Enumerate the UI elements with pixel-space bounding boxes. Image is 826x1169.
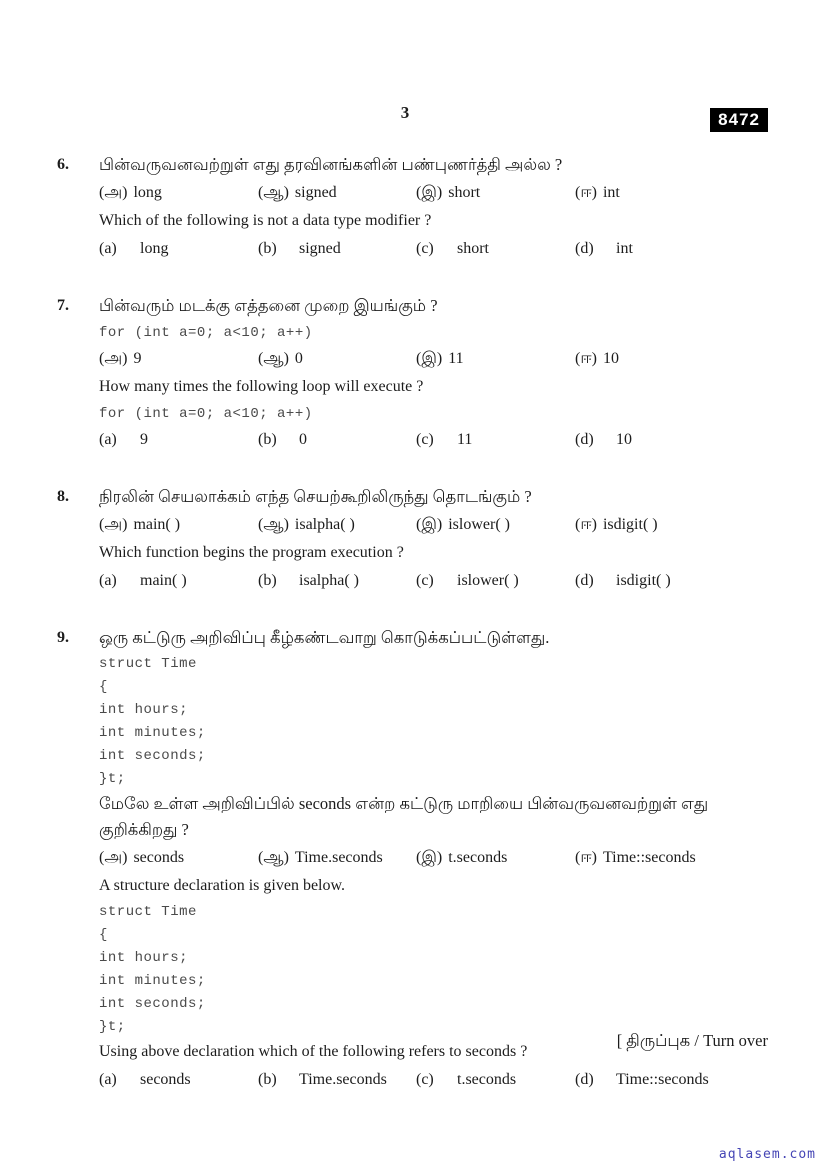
option bbox=[416, 1067, 575, 1093]
option-value: int bbox=[616, 240, 633, 257]
option-value: int bbox=[602, 184, 620, 201]
option-value: Time.seconds bbox=[299, 1071, 387, 1088]
option-value: 11 bbox=[448, 350, 464, 367]
option-value: isdigit( ) bbox=[602, 516, 658, 533]
option bbox=[575, 427, 768, 453]
question-6 bbox=[57, 152, 768, 264]
option bbox=[416, 427, 575, 453]
option bbox=[99, 845, 258, 871]
option-label: (d) bbox=[575, 240, 594, 257]
turn-over-note: [ திருப்புக / Turn over bbox=[616, 1031, 768, 1050]
option-label: (அ) bbox=[99, 516, 128, 533]
option-label: (c) bbox=[416, 431, 434, 448]
question-number: 6. bbox=[57, 156, 69, 173]
option-label: (c) bbox=[416, 1071, 434, 1088]
option-value: 0 bbox=[299, 431, 307, 448]
option-value: isalpha( ) bbox=[294, 516, 355, 533]
option bbox=[416, 845, 575, 871]
option bbox=[416, 346, 575, 372]
code-line: { bbox=[99, 927, 108, 943]
code-line: { bbox=[99, 679, 108, 695]
code-block bbox=[99, 901, 768, 1039]
option bbox=[575, 845, 768, 871]
option bbox=[99, 346, 258, 372]
code-block bbox=[99, 653, 768, 791]
option-label: (ஈ) bbox=[575, 184, 597, 201]
option-label: (ஈ) bbox=[575, 849, 597, 866]
option-label: (ஆ) bbox=[258, 350, 289, 367]
option-value: short bbox=[448, 184, 481, 201]
option-label: (இ) bbox=[416, 849, 443, 866]
code-line: }t; bbox=[99, 771, 126, 787]
option-label: (அ) bbox=[99, 350, 128, 367]
option-value: signed bbox=[299, 240, 341, 257]
option-value: seconds bbox=[133, 849, 185, 866]
option bbox=[258, 236, 416, 262]
question-number: 7. bbox=[57, 297, 69, 314]
option-label: (a) bbox=[99, 1071, 117, 1088]
code-line: int seconds; bbox=[99, 748, 206, 764]
option bbox=[575, 236, 768, 262]
tamil-options-row bbox=[99, 180, 768, 206]
option-label: (இ) bbox=[416, 516, 443, 533]
english-options-row bbox=[99, 427, 768, 453]
code-line: struct Time bbox=[99, 904, 197, 920]
page-number: 3 bbox=[400, 103, 410, 122]
option-value: isalpha( ) bbox=[299, 572, 359, 589]
english-options-row bbox=[99, 568, 768, 594]
option-value: long bbox=[133, 184, 162, 201]
option bbox=[99, 1067, 258, 1093]
english-intro: A structure declaration is given below. bbox=[99, 877, 345, 894]
code-line: }t; bbox=[99, 1019, 126, 1035]
option-value: isdigit( ) bbox=[616, 572, 671, 589]
option-value: islower( ) bbox=[448, 516, 510, 533]
english-options-row bbox=[99, 1067, 768, 1093]
option bbox=[258, 568, 416, 594]
option bbox=[258, 1067, 416, 1093]
english-question: Which of the following is not a data type modifier ? bbox=[99, 212, 432, 229]
option-value: 11 bbox=[457, 431, 473, 448]
option-label: (a) bbox=[99, 240, 117, 257]
option bbox=[258, 427, 416, 453]
option bbox=[416, 568, 575, 594]
english-question: How many times the following loop will execute ? bbox=[99, 378, 424, 395]
question-7 bbox=[57, 293, 768, 455]
question-number: 8. bbox=[57, 488, 69, 505]
option-value: Time::seconds bbox=[616, 1071, 709, 1088]
option bbox=[99, 427, 258, 453]
option-value: signed bbox=[294, 184, 337, 201]
option-value: islower( ) bbox=[457, 572, 519, 589]
option-value: main( ) bbox=[140, 572, 187, 589]
option bbox=[99, 180, 258, 206]
option-value: 10 bbox=[616, 431, 632, 448]
option-label: (b) bbox=[258, 572, 277, 589]
option bbox=[258, 512, 416, 538]
option bbox=[416, 180, 575, 206]
option-value: 10 bbox=[602, 350, 619, 367]
english-question: Which function begins the program execution ? bbox=[99, 544, 404, 561]
option-label: (ஈ) bbox=[575, 516, 597, 533]
option-label: (b) bbox=[258, 1071, 277, 1088]
tamil-options-row bbox=[99, 346, 768, 372]
option-label: (d) bbox=[575, 431, 594, 448]
option bbox=[258, 180, 416, 206]
option bbox=[416, 512, 575, 538]
tamil-question: பின்வரும் மடக்கு எத்தனை முறை இயங்கும் ? bbox=[99, 296, 438, 315]
option bbox=[575, 568, 768, 594]
option-label: (இ) bbox=[416, 184, 443, 201]
option-label: (a) bbox=[99, 431, 117, 448]
option-value: Time::seconds bbox=[602, 849, 696, 866]
tamil-question: பின்வருவனவற்றுள் எது தரவினங்களின் பண்புணர்த்தி அல்ல ? bbox=[99, 155, 563, 174]
option-label: (d) bbox=[575, 572, 594, 589]
option bbox=[258, 346, 416, 372]
option-label: (b) bbox=[258, 240, 277, 257]
option-value: 9 bbox=[133, 350, 142, 367]
option-value: t.seconds bbox=[448, 849, 508, 866]
option bbox=[575, 1067, 768, 1093]
option-label: (ஆ) bbox=[258, 849, 289, 866]
option-label: (d) bbox=[575, 1071, 594, 1088]
code-line: int seconds; bbox=[99, 996, 206, 1012]
option-value: long bbox=[140, 240, 169, 257]
option bbox=[575, 512, 768, 538]
watermark: aqlasem.com bbox=[718, 1147, 816, 1162]
tamil-question: மேலே உள்ள அறிவிப்பில் seconds என்ற கட்டுரு மாறியை பின்வருவனவற்றுள் எது குறிக்கிறது ? bbox=[99, 794, 709, 839]
option bbox=[99, 236, 258, 262]
tamil-intro: ஒரு கட்டுரு அறிவிப்பு கீழ்கண்டவாறு கொடுக்கப்பட்டுள்ளது. bbox=[99, 628, 550, 647]
code-line: int minutes; bbox=[99, 973, 206, 989]
code-line: int hours; bbox=[99, 950, 189, 966]
option-value: seconds bbox=[140, 1071, 191, 1088]
option bbox=[575, 346, 768, 372]
code-line: struct Time bbox=[99, 656, 197, 672]
option bbox=[416, 236, 575, 262]
option-value: t.seconds bbox=[457, 1071, 517, 1088]
code-snippet: for (int a=0; a<10; a++) bbox=[99, 406, 313, 422]
option bbox=[575, 180, 768, 206]
code-line: int minutes; bbox=[99, 725, 206, 741]
option-label: (c) bbox=[416, 240, 434, 257]
option-value: short bbox=[457, 240, 489, 257]
option-value: Time.seconds bbox=[294, 849, 383, 866]
option-label: (அ) bbox=[99, 849, 128, 866]
question-number: 9. bbox=[57, 629, 69, 646]
option bbox=[258, 845, 416, 871]
option-label: (இ) bbox=[416, 350, 443, 367]
option-label: (ஆ) bbox=[258, 516, 289, 533]
questions-area bbox=[57, 152, 768, 1124]
option-value: 9 bbox=[140, 431, 148, 448]
tamil-options-row bbox=[99, 512, 768, 538]
english-options-row bbox=[99, 236, 768, 262]
option-label: (ஆ) bbox=[258, 184, 289, 201]
option-label: (b) bbox=[258, 431, 277, 448]
option-label: (a) bbox=[99, 572, 117, 589]
question-8 bbox=[57, 484, 768, 596]
option-value: 0 bbox=[294, 350, 303, 367]
paper-code-badge: 8472 bbox=[710, 108, 768, 132]
tamil-question: நிரலின் செயலாக்கம் எந்த செயற்கூறிலிருந்து தொடங்கும் ? bbox=[99, 487, 532, 506]
option-label: (c) bbox=[416, 572, 434, 589]
tamil-options-row bbox=[99, 845, 768, 871]
code-snippet: for (int a=0; a<10; a++) bbox=[99, 325, 313, 341]
option-label: (அ) bbox=[99, 184, 128, 201]
option bbox=[99, 568, 258, 594]
english-question: Using above declaration which of the following refers to seconds ? bbox=[99, 1043, 528, 1060]
option-value: main( ) bbox=[133, 516, 181, 533]
question-9 bbox=[57, 625, 768, 1095]
option bbox=[99, 512, 258, 538]
option-label: (ஈ) bbox=[575, 350, 597, 367]
code-line: int hours; bbox=[99, 702, 189, 718]
